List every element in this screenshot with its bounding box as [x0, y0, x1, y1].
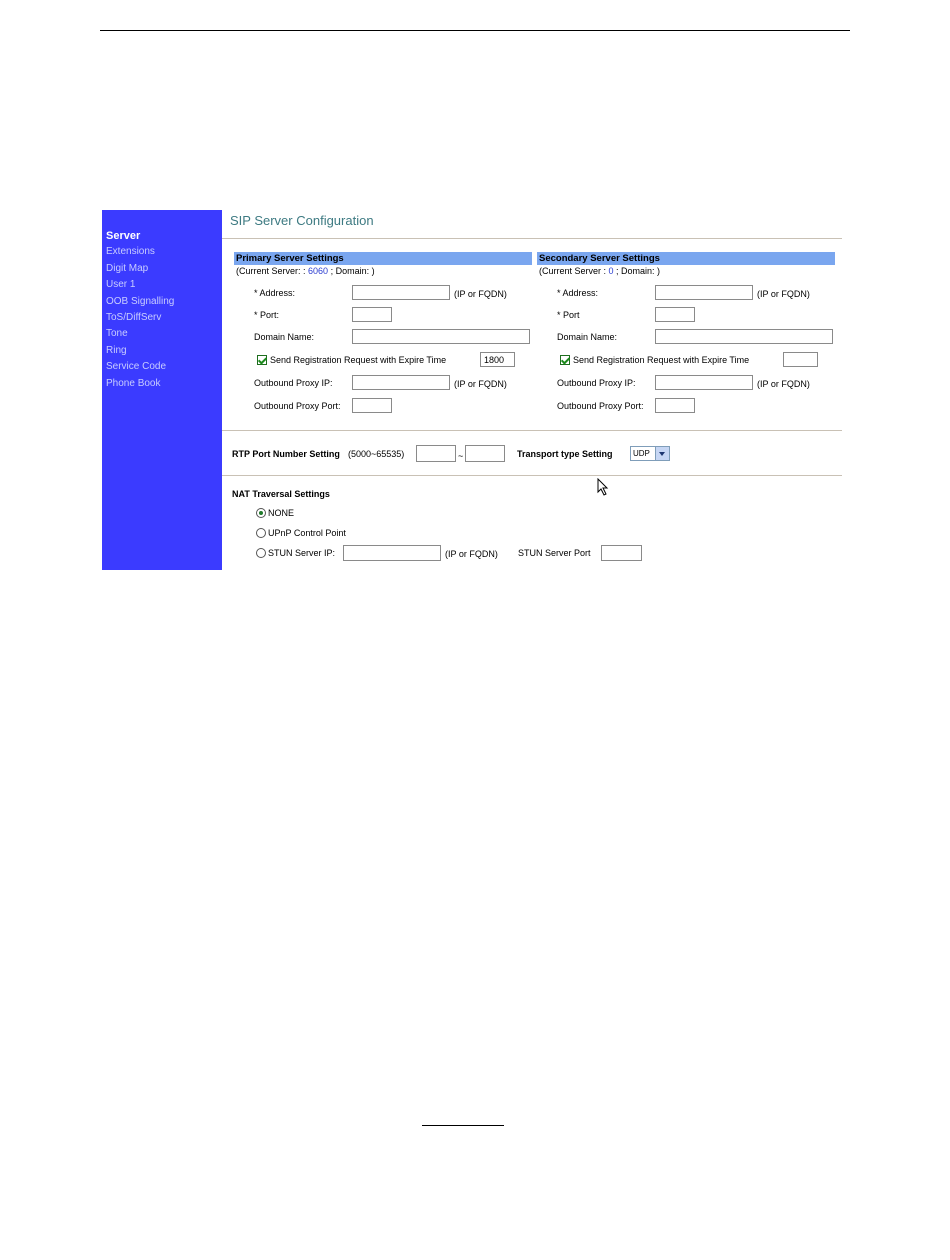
radio-upnp[interactable] [256, 528, 266, 538]
section-divider-rtp [222, 430, 842, 431]
domain-label: Domain Name: [557, 332, 618, 342]
secondary-proxy-ip-input[interactable] [655, 375, 753, 390]
current-suffix: ; Domain: ) [328, 266, 375, 276]
nat-option-upnp[interactable] [256, 527, 556, 541]
nat-option-none-label: NONE [268, 508, 295, 518]
section-divider-nat [222, 475, 842, 476]
proxy-port-label: Outbound Proxy Port: [254, 401, 341, 411]
secondary-register-checkbox[interactable] [560, 355, 570, 365]
primary-domain-input[interactable] [352, 329, 530, 344]
address-label: * Address: [254, 288, 296, 298]
port-label: * Port [557, 310, 580, 320]
secondary-proxy-port-input[interactable] [655, 398, 695, 413]
title-divider [222, 238, 842, 239]
secondary-port-input[interactable] [655, 307, 695, 322]
primary-address-input[interactable] [352, 285, 450, 300]
ip-hint: (IP or FQDN) [454, 289, 507, 299]
nat-section-title: NAT Traversal Settings [232, 489, 330, 499]
chevron-down-icon[interactable] [655, 447, 669, 460]
page-title: SIP Server Configuration [230, 213, 374, 228]
transport-label: Transport type Setting [517, 449, 613, 459]
primary-register-checkbox[interactable] [257, 355, 267, 365]
secondary-address-input[interactable] [655, 285, 753, 300]
primary-current-server [234, 266, 532, 276]
secondary-section-header: Secondary Server Settings [537, 252, 835, 265]
current-suffix: ; Domain: ) [613, 266, 661, 276]
rtp-from-input[interactable] [416, 445, 456, 462]
rtp-to-input[interactable] [465, 445, 505, 462]
stun-ip-input[interactable] [343, 545, 441, 561]
secondary-server-settings [537, 252, 835, 411]
primary-expire-input[interactable] [480, 352, 515, 367]
nat-option-upnp-label: UPnP Control Point [268, 528, 346, 538]
primary-proxy-ip-input[interactable] [352, 375, 450, 390]
sidebar-item-digit-map[interactable]: Digit Map [106, 262, 149, 274]
address-label: * Address: [557, 288, 599, 298]
sidebar-item-phone-book[interactable]: Phone Book [106, 377, 161, 389]
primary-server-settings [234, 252, 532, 411]
primary-proxy-port-input[interactable] [352, 398, 392, 413]
sidebar-item-ring[interactable]: Ring [106, 344, 127, 356]
page-bottom-rule [422, 1125, 504, 1126]
secondary-domain-input[interactable] [655, 329, 833, 344]
rtp-range-separator: ~ [458, 451, 464, 461]
register-label: Send Registration Request with Expire Time [270, 355, 447, 365]
proxy-port-label: Outbound Proxy Port: [557, 401, 644, 411]
current-prefix: (Current Server: : [236, 266, 309, 276]
sidebar-item-service-code[interactable]: Service Code [106, 361, 167, 373]
stun-port-label: STUN Server Port [518, 548, 591, 558]
nat-option-stun [256, 545, 846, 563]
current-server-value: 0 [608, 266, 614, 276]
sidebar-item-extensions[interactable]: Extensions [106, 246, 155, 258]
rtp-range: (5000~65535) [348, 449, 405, 459]
sidebar [102, 210, 222, 570]
nat-option-stun-label: STUN Server IP: [268, 548, 336, 558]
proxy-ip-label: Outbound Proxy IP: [557, 378, 636, 388]
sidebar-item-tos-diffserv[interactable]: ToS/DiffServ [106, 312, 162, 324]
proxy-ip-hint: (IP or FQDN) [454, 379, 507, 389]
nat-option-none[interactable] [256, 507, 556, 521]
radio-stun[interactable] [256, 548, 266, 558]
sidebar-item-oob-signalling[interactable]: OOB Signalling [106, 295, 175, 307]
sidebar-item-tone[interactable]: Tone [106, 328, 128, 340]
primary-port-input[interactable] [352, 307, 392, 322]
rtp-transport-row [232, 445, 842, 463]
port-label: * Port: [254, 310, 280, 320]
proxy-ip-label: Outbound Proxy IP: [254, 378, 333, 388]
mouse-cursor-icon [597, 478, 611, 496]
stun-ip-hint: (IP or FQDN) [445, 549, 498, 559]
proxy-ip-hint: (IP or FQDN) [757, 379, 810, 389]
stun-port-input[interactable] [601, 545, 642, 561]
domain-label: Domain Name: [254, 332, 315, 342]
current-prefix: (Current Server : [539, 266, 609, 276]
primary-section-header: Primary Server Settings [234, 252, 532, 265]
current-server-value: 6060 [308, 266, 329, 276]
ip-hint: (IP or FQDN) [757, 289, 810, 299]
transport-select[interactable] [630, 446, 670, 461]
main-panel [222, 210, 848, 570]
page-top-rule [100, 30, 850, 31]
secondary-current-server [537, 266, 835, 276]
register-label: Send Registration Request with Expire Time [573, 355, 750, 365]
transport-selected-value: UDP [633, 449, 650, 458]
rtp-label: RTP Port Number Setting [232, 449, 340, 459]
radio-none[interactable] [256, 508, 266, 518]
app-window [102, 210, 848, 570]
sidebar-item-server[interactable]: Server [106, 230, 141, 242]
sidebar-item-user-1[interactable]: User 1 [106, 279, 136, 291]
secondary-expire-input[interactable] [783, 352, 818, 367]
